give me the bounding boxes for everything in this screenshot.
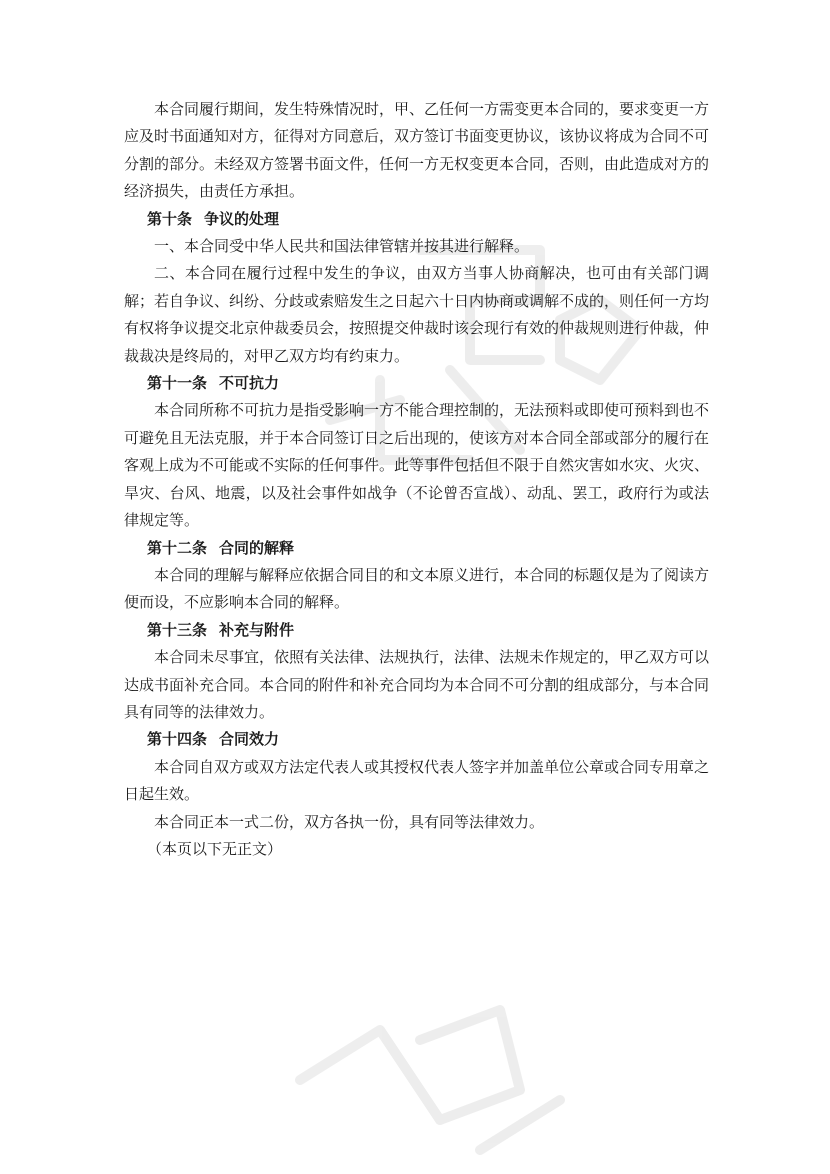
section-number: 第十四条 — [147, 730, 208, 749]
section-paragraph: 二、本合同在履行过程中发生的争议，由双方当事人协商解决，也可由有关部门调解；若自争议、纠纷、分歧或索赔发生之日起六十日内协商或调解不成的，则任何一方均有权将争议提交北京仲裁委员会，按照提交仲裁时该会现行有效的仲裁规则进行仲裁，仲裁裁决是终局的，对甲乙双方均有约束力。 — [124, 264, 710, 365]
section-heading — [124, 370, 709, 397]
section-number: 第十条 — [147, 209, 193, 228]
section-title: 合同效力 — [219, 730, 280, 749]
opening-paragraph: 本合同履行期间，发生特殊情况时，甲、乙任何一方需变更本合同的，要求变更一方应及时书面通知对方，征得对方同意后，双方签订书面变更协议，该协议将成为合同不可分割的部分。未经双方签署书面文件，任何一方无权变更本合同，否则，由此造成对方的经济损失，由责任方承担。 — [124, 100, 710, 201]
section-paragraph: 本合同未尽事宜，依照有关法律、法规执行，法律、法规未作规定的，甲乙双方可以达成书面补充合同。本合同的附件和补充合同均为本合同不可分割的组成部分，与本合同具有同等的法律效力。 — [124, 648, 710, 721]
section-number: 第十三条 — [147, 620, 208, 639]
section-number: 第十一条 — [147, 374, 208, 393]
end-note: （本页以下无正文） — [147, 839, 283, 858]
section-title: 补充与附件 — [219, 620, 295, 639]
section-heading — [124, 726, 709, 753]
section-heading — [124, 206, 709, 233]
section-paragraph: 一、本合同受中华人民共和国法律管辖并按其进行解释。 — [154, 237, 530, 256]
section-number: 第十二条 — [147, 538, 208, 557]
section-paragraph: 本合同自双方或双方法定代表人或其授权代表人签字并加盖单位公章或合同专用章之日起生效。 — [124, 757, 710, 804]
section-title: 不可抗力 — [219, 374, 280, 393]
contract-body — [124, 96, 709, 863]
section-paragraph: 本合同所称不可抗力是指受影响一方不能合理控制的，无法预料或即使可预料到也不可避免且无法克服，并于本合同签订日之后出现的，使该方对本合同全部或部分的履行在客观上成为不可能或不实际的任何事件。此等事件包括但不限于自然灾害如水灾、火灾、旱灾、台风、地震，以及社会事件如战争（不论曾否宣战）、动乱、罢工，政府行为或法律规定等。 — [124, 401, 710, 530]
section-heading — [124, 617, 709, 644]
section-heading — [124, 535, 709, 562]
section-title: 合同的解释 — [219, 538, 295, 557]
section-paragraph: 本合同正本一式二份，双方各执一份，具有同等法律效力。 — [154, 812, 545, 831]
section-paragraph: 本合同的理解与解释应依据合同目的和文本原义进行，本合同的标题仅是为了阅读方便而设，不应影响本合同的解释。 — [124, 565, 710, 612]
section-title: 争议的处理 — [204, 209, 280, 228]
